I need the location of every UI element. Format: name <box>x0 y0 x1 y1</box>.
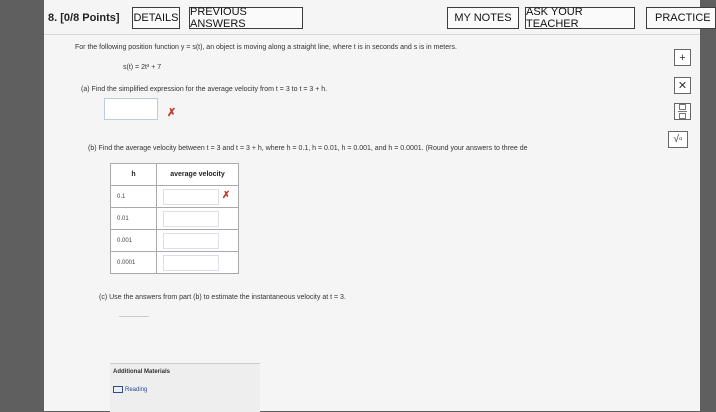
h-value: 0.01 <box>111 208 157 230</box>
fraction-icon <box>678 104 687 119</box>
table-row <box>111 230 239 252</box>
times-tool-button[interactable]: ✕ <box>674 77 691 94</box>
h-value: 0.001 <box>111 230 157 252</box>
average-velocity-input[interactable] <box>163 211 219 227</box>
question-panel <box>44 0 711 411</box>
h-value: 0.0001 <box>111 252 157 274</box>
table-row <box>111 208 239 230</box>
average-velocity-input[interactable] <box>163 255 219 271</box>
h-value: 0.1 <box>111 186 157 208</box>
question-number-points: 8. [0/8 Points] <box>48 12 120 24</box>
part-a-text: (a) Find the simplified expression for the average velocity from t = 3 to t = 3 + h. <box>81 86 328 93</box>
reading-label: Reading <box>125 387 148 394</box>
plus-tool-button[interactable]: + <box>674 49 691 66</box>
book-icon <box>113 386 123 393</box>
part-b-text: (b) Find the average velocity between t = 3 and t = 3 + h, where h = 0.1, h = 0.01, h = 0.001, and h = 0.0001. (Round your answers to three de <box>88 145 528 152</box>
ask-teacher-button[interactable]: ASK YOUR TEACHER <box>525 7 635 29</box>
position-function: s(t) = 2t³ + 7 <box>123 64 162 71</box>
fraction-tool-button[interactable] <box>674 103 691 120</box>
details-button[interactable]: DETAILS <box>132 7 180 29</box>
reading-link[interactable] <box>113 386 147 393</box>
h-column-header: h <box>111 164 157 186</box>
my-notes-button[interactable]: MY NOTES <box>447 7 519 29</box>
part-a-answer-input[interactable] <box>104 98 158 120</box>
additional-materials-panel <box>110 363 260 412</box>
velocity-table <box>110 163 239 274</box>
part-c-text: (c) Use the answers from part (b) to estimate the instantaneous velocity at t = 3. <box>99 294 346 301</box>
part-c-answer-input[interactable] <box>119 316 149 317</box>
problem-prompt: For the following position function y = s(t), an object is moving along a straight line, where t is in seconds and s is in meters. <box>75 44 457 51</box>
table-row <box>111 186 239 208</box>
average-velocity-input[interactable] <box>163 189 231 205</box>
table-row <box>111 252 239 274</box>
additional-materials-heading: Additional Materials <box>113 369 171 375</box>
header-divider <box>44 34 700 35</box>
average-velocity-column-header: average velocity <box>157 164 239 186</box>
sqrt-tool-button[interactable]: √▫ <box>668 131 688 148</box>
row1-incorrect-icon: ✗ <box>222 189 231 201</box>
practice-button[interactable]: PRACTICE <box>646 7 716 29</box>
previous-answers-button[interactable]: PREVIOUS ANSWERS <box>189 7 303 29</box>
part-a-incorrect-icon: ✗ <box>167 107 177 119</box>
average-velocity-input[interactable] <box>163 233 219 249</box>
